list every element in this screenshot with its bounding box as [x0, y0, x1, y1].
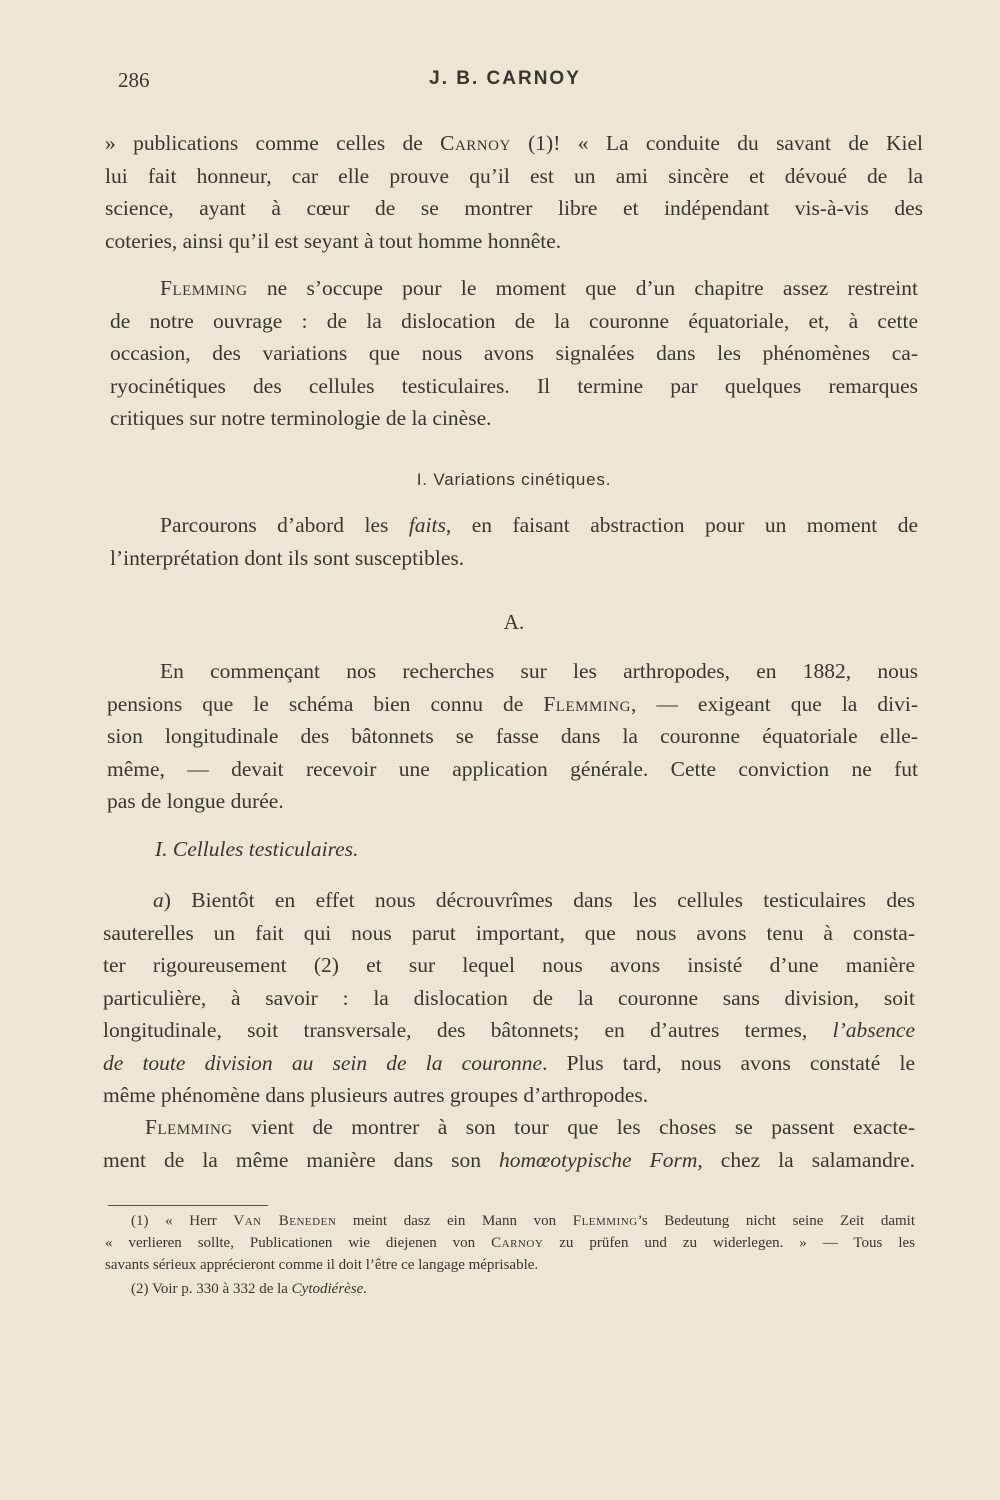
author-name: Carnoy [440, 131, 511, 155]
sub-heading: I. Cellules testiculaires. [155, 837, 359, 861]
text-line: de notre ouvrage : de la dislocation de la couronne équatoriale, et, à cette [110, 308, 918, 333]
text-span: vient de montrer à son tour que les choses se passent exacte- [232, 1115, 915, 1139]
text-line: En commençant nos recherches sur les arthropodes, en 1882, nous [160, 659, 918, 683]
text-line: même, — devait recevoir une application générale. Cette conviction ne fut [107, 756, 918, 781]
text-line [110, 509, 918, 542]
text-line: ter rigoureusement (2) et sur lequel nous avons insisté d’une manière [103, 953, 915, 977]
text-line: même phénomène dans plusieurs autres groupes d’arthropodes. [103, 1083, 649, 1107]
text-line: l’interprétation dont ils sont susceptibles. [110, 545, 465, 570]
text-line [105, 127, 923, 160]
text-span: (1)! « La conduite du savant de Kiel [510, 131, 923, 155]
footnote-line [105, 1278, 915, 1300]
text-span: , chez la salamandre. [697, 1147, 916, 1172]
text-line: particulière, à savoir : la dislocation de la couronne sans division, soit [103, 985, 915, 1010]
text-span: (2) Voir p. 330 à 332 de la [131, 1281, 292, 1297]
text-line: ryocinétiques des cellules testiculaires. Il termine par quelques remarques [110, 373, 918, 398]
author-name: Flemming [160, 276, 248, 300]
emphasis: faits [408, 513, 446, 537]
text-line: pas de longue durée. [107, 789, 284, 813]
text-span: , en faisant abstraction pour un moment de [445, 513, 918, 537]
text-span: longitudinale, soit transversale, des bâtonnets; en d’autres termes, [103, 1018, 833, 1042]
text-line: critiques sur notre terminologie de la cinèse. [110, 406, 492, 430]
running-head: J. B. CARNOY [429, 68, 581, 89]
paragraph-5 [103, 884, 915, 1112]
text-line [103, 884, 915, 917]
text-line [110, 272, 918, 305]
paragraph-3 [110, 509, 918, 574]
list-marker: a [153, 888, 164, 912]
text-line: lui fait honneur, car elle prouve qu’il est un ami sincère et dévoué de la [105, 163, 923, 188]
footnote-divider [108, 1205, 268, 1206]
paragraph-6 [103, 1111, 915, 1176]
emphasis: l’absence [832, 1018, 915, 1042]
footnotes [105, 1210, 915, 1300]
text-span: ’s Bedeutung nicht seine Zeit damit [637, 1213, 915, 1229]
text-span: zu prüfen und zu widerlegen. » — Tous les [543, 1235, 915, 1251]
text-line [103, 1014, 915, 1047]
footnote-line [105, 1210, 915, 1232]
emphasis: homœotypische Form [499, 1147, 698, 1172]
footnote-line [105, 1232, 915, 1254]
section-heading: I. Variations cinétiques. [416, 470, 612, 489]
text-line: occasion, des variations que nous avons signalées dans les phénomènes ca- [110, 341, 918, 365]
text-line: sion longitudinale des bâtonnets se fasse dans la couronne équatoriale elle- [107, 724, 918, 748]
author-name: Van Beneden [233, 1213, 337, 1229]
text-span: . Plus tard, nous avons constaté le [542, 1050, 915, 1075]
author-name: Flemming [572, 1213, 638, 1229]
text-span: meint dasz ein Mann von [336, 1213, 573, 1229]
text-span: pensions que le schéma bien connu de [107, 691, 544, 716]
text-span: ) Bientôt en effet nous décrouvrîmes dans les cellules testiculaires des [163, 888, 915, 912]
footnote-1 [105, 1210, 915, 1276]
text-span: Parcourons d’abord les [160, 513, 409, 537]
page-header [110, 68, 900, 98]
author-name: Flemming [145, 1115, 233, 1139]
text-line [103, 1047, 915, 1080]
text-line [103, 1111, 915, 1144]
page-number: 286 [118, 68, 150, 92]
text-line: science, ayant à cœur de se montrer libre et indépendant vis-à-vis des [105, 196, 923, 220]
emphasis: de toute division au sein de la couronne [103, 1050, 543, 1075]
text-span: ment de la même manière dans son [103, 1147, 500, 1172]
author-name: Flemming [543, 691, 631, 716]
paragraph-2 [110, 272, 918, 435]
emphasis: Cytodiérèse. [291, 1281, 368, 1297]
footnote-2 [105, 1278, 915, 1300]
text-span: (1) « Herr [131, 1213, 234, 1229]
text-line: sauterelles un fait qui nous parut important, que nous avons tenu à consta- [103, 920, 915, 945]
paragraph-4 [107, 655, 918, 818]
text-span: « verlieren sollte, Publicationen wie diejenen von [105, 1235, 492, 1251]
author-name: Carnoy [491, 1235, 544, 1251]
text-span: ne s’occupe pour le moment que d’un chapitre assez restreint [247, 276, 918, 300]
text-span: » publications comme celles de [105, 131, 441, 155]
text-line [103, 1144, 915, 1177]
text-line [107, 688, 918, 721]
text-span: , — exigeant que la divi- [630, 691, 918, 716]
footnote-line: savants sérieux apprécieront comme il doit l’être ce langage méprisable. [105, 1257, 539, 1273]
text-line: coteries, ainsi qu’il est seyant à tout homme honnête. [105, 228, 562, 253]
letter-heading: A. [503, 610, 525, 634]
paragraph-1 [105, 127, 923, 257]
